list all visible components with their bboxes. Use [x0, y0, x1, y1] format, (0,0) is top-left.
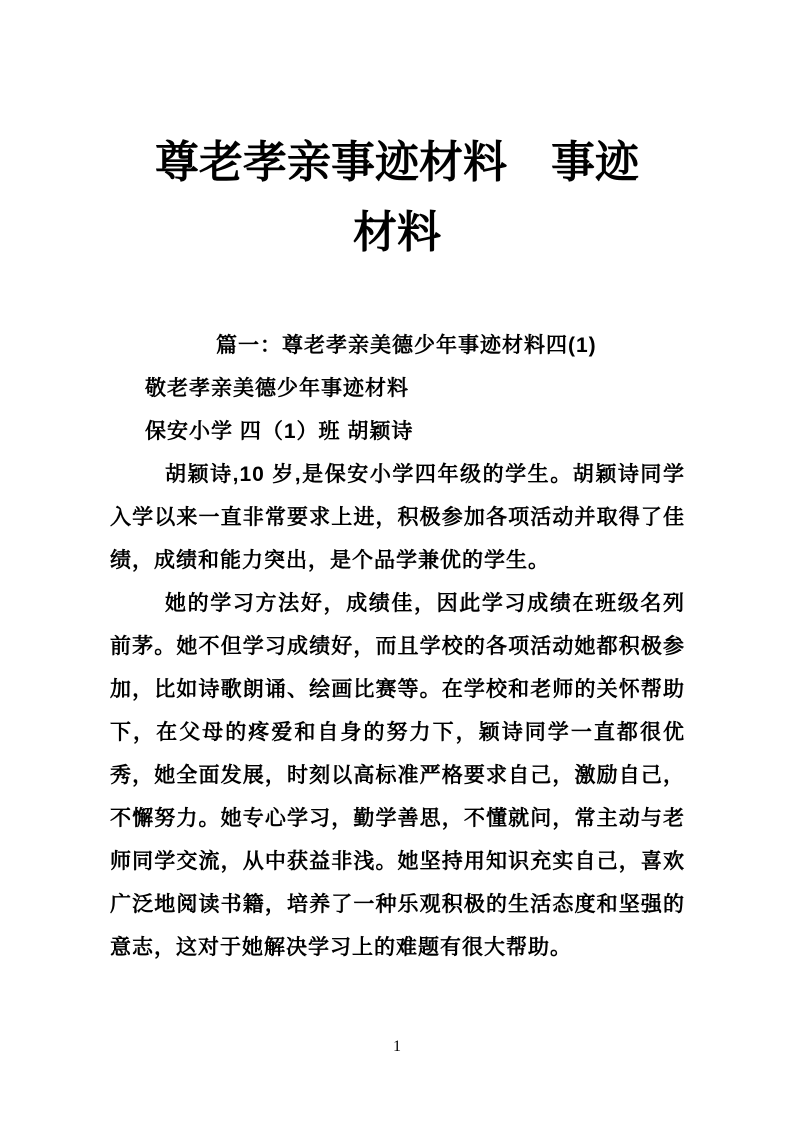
document-body: [110, 324, 685, 969]
byline: 保安小学 四（1）班 胡颖诗: [145, 420, 414, 443]
document-title: [0, 0, 794, 268]
section-subheading: 敬老孝亲美德少年事迹材料: [145, 377, 409, 400]
page-footer: [0, 1036, 794, 1058]
section-heading: 篇一：尊老孝亲美德少年事迹材料四(1): [216, 334, 597, 357]
page-number: 1: [393, 1038, 401, 1055]
body-paragraph-2: 她的学习方法好，成绩佳，因此学习成绩在班级名列前茅。她不但学习成绩好，而且学校的各项活动她都积极参加，比如诗歌朗诵、绘画比赛等。在学校和老师的关怀帮助下，在父母的疼爱和自身的努力下，颖诗同学一直都很优秀，她全面发展，时刻以高标准严格要求自己，激励自己，不懈努力。她专心学习，勤学善思，不懂就问，常主动与老师同学交流，从中获益非浅。她坚持用知识充实自己，喜欢广泛地阅读书籍，培养了一种乐观积极的生活态度和坚强的意志，这对于她解决学习上的难题有很大帮助。: [110, 592, 685, 959]
body-paragraph-1: 胡颖诗,10 岁,是保安小学四年级的学生。胡颖诗同学入学以来一直非常要求上进，积极参加各项活动并取得了佳绩，成绩和能力突出，是个品学兼优的学生。: [110, 463, 685, 572]
document-title-line-1: 尊老孝亲事迹材料 事迹: [155, 138, 639, 187]
document-title-line-2: 材料: [353, 208, 441, 257]
